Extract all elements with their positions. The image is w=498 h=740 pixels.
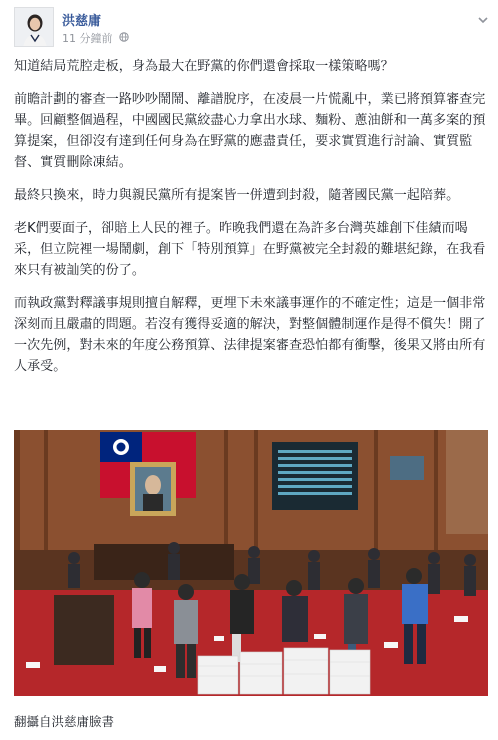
- post-paragraph: 知道結局荒腔走板，身為最大在野黨的你們還會採取一樣策略嗎？: [14, 59, 394, 74]
- legislature-chamber-photo: [14, 430, 488, 696]
- chevron-down-icon[interactable]: [476, 12, 490, 26]
- post-paragraph: 而執政黨對釋議事規則擅自解釋，更埋下未來議事運作的不確定性；這是一個非常深刻而且嚴肅的問題。若沒有獲得妥適的解決，對整個體制運作是得不償失！開了一次先例，對未來的年度公務預算、法律提案審查恐怕都有衝擊，後果又將由所有人承受。: [14, 296, 486, 374]
- post-body: [14, 56, 490, 389]
- avatar[interactable]: [14, 7, 54, 47]
- post-paragraph: 前瞻計劃的審查一路吵吵鬧鬧、離譜脫序，在凌晨一片慌亂中，業已將預算審查完畢。回顧整個過程，中國國民黨絞盡心力拿出水球、麵粉、蔥油餅和一萬多案的預算提案，但卻沒有達到任何身為在野黨的應盡責任，要求實質進行討論、實質監督、實質刪除凍結。: [14, 92, 486, 170]
- post-paragraph: 老K們要面子，卻賠上人民的裡子。昨晚我們還在為許多台灣英雄創下佳績而喝采，但立院裡一場鬧劇，創下「特別預算」在野黨被完全封殺的難堪紀錄，在我看來只有被訕笑的份了。: [14, 221, 486, 278]
- photo-caption: 翻攝自洪慈庸臉書: [14, 714, 115, 729]
- post-timestamp[interactable]: 11 分鐘前: [62, 32, 113, 45]
- post-paragraph: 最終只換來，時力與親民黨所有提案皆一併遭到封殺，隨著國民黨一起陪葬。: [14, 188, 460, 203]
- globe-icon: [119, 32, 129, 45]
- post-meta: [62, 30, 129, 46]
- post-photo[interactable]: [14, 430, 488, 696]
- profile-photo: [15, 8, 54, 47]
- author-name[interactable]: 洪慈庸: [62, 14, 102, 29]
